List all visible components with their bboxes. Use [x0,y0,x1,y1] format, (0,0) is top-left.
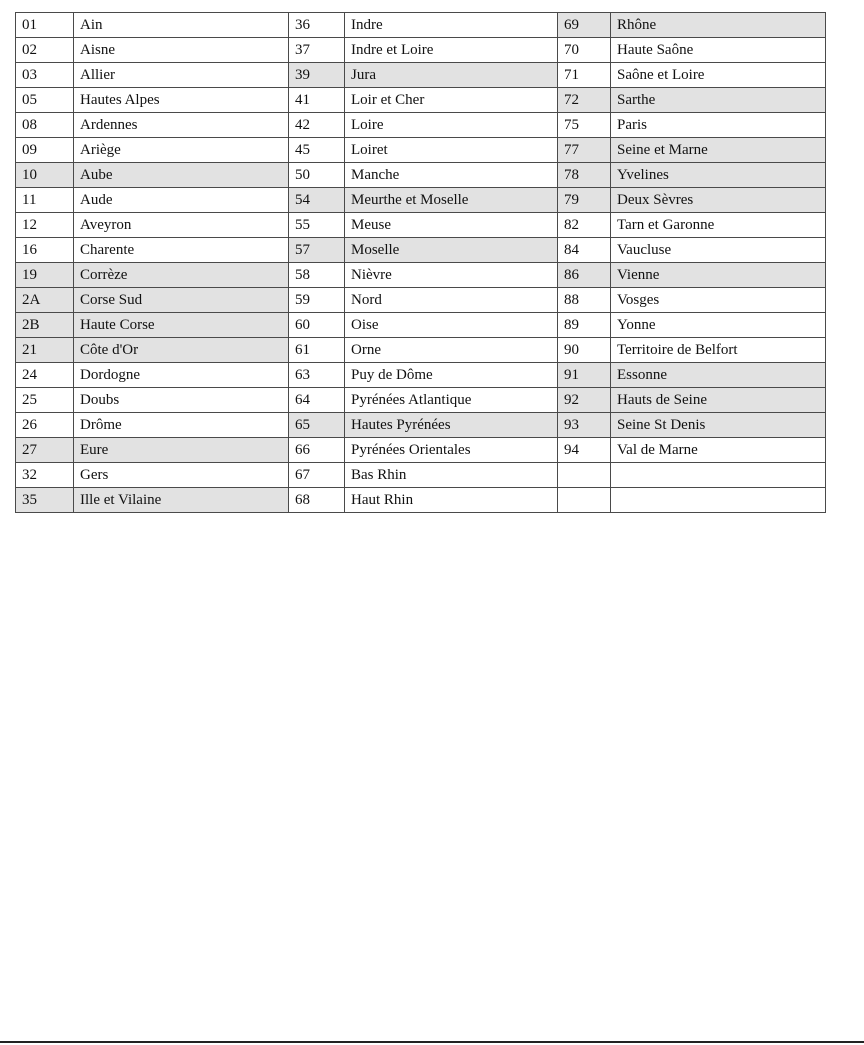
department-name-cell: Deux Sèvres [611,188,826,213]
department-code-cell: 54 [289,188,345,213]
department-code-cell: 65 [289,413,345,438]
department-name-cell: Loire [345,113,558,138]
department-name-cell: Hauts de Seine [611,388,826,413]
department-name-cell: Doubs [74,388,289,413]
department-name-cell: Hautes Alpes [74,88,289,113]
department-code-cell: 39 [289,63,345,88]
department-name-cell: Loir et Cher [345,88,558,113]
department-code-cell: 41 [289,88,345,113]
department-code-cell: 79 [558,188,611,213]
table-row [16,438,826,463]
department-code-cell: 42 [289,113,345,138]
department-code-cell: 93 [558,413,611,438]
table-row [16,38,826,63]
department-name-cell: Tarn et Garonne [611,213,826,238]
department-code-cell: 88 [558,288,611,313]
department-code-cell: 02 [16,38,74,63]
department-name-cell: Pyrénées Atlantique [345,388,558,413]
department-name-cell: Oise [345,313,558,338]
department-code-cell: 10 [16,163,74,188]
department-code-cell: 16 [16,238,74,263]
department-name-cell: Territoire de Belfort [611,338,826,363]
department-code-cell: 61 [289,338,345,363]
page-bottom-rule [0,1041,864,1043]
table-row [16,363,826,388]
department-name-cell: Essonne [611,363,826,388]
department-code-cell: 55 [289,213,345,238]
table-row [16,138,826,163]
department-name-cell: Manche [345,163,558,188]
department-code-cell: 21 [16,338,74,363]
department-name-cell: Indre [345,13,558,38]
department-code-cell: 24 [16,363,74,388]
department-code-cell: 91 [558,363,611,388]
department-code-cell: 60 [289,313,345,338]
department-name-cell: Aube [74,163,289,188]
department-name-cell: Charente [74,238,289,263]
table-row [16,263,826,288]
department-code-cell: 25 [16,388,74,413]
department-code-cell: 36 [289,13,345,38]
department-name-cell: Haute Saône [611,38,826,63]
department-code-cell: 77 [558,138,611,163]
department-name-cell: Meurthe et Moselle [345,188,558,213]
department-name-cell: Eure [74,438,289,463]
department-code-cell: 63 [289,363,345,388]
department-code-cell: 92 [558,388,611,413]
department-code-cell [558,463,611,488]
department-code-cell: 86 [558,263,611,288]
department-name-cell: Ariège [74,138,289,163]
department-code-cell: 75 [558,113,611,138]
department-code-cell: 70 [558,38,611,63]
table-row [16,113,826,138]
department-name-cell: Moselle [345,238,558,263]
table-row [16,88,826,113]
department-code-cell: 58 [289,263,345,288]
department-code-cell: 08 [16,113,74,138]
department-name-cell [611,463,826,488]
department-name-cell [611,488,826,513]
department-name-cell: Haut Rhin [345,488,558,513]
department-name-cell: Ain [74,13,289,38]
table-row [16,13,826,38]
department-code-cell: 72 [558,88,611,113]
table-row [16,63,826,88]
department-table [15,12,826,513]
department-name-cell: Aisne [74,38,289,63]
department-code-cell: 67 [289,463,345,488]
department-name-cell: Yonne [611,313,826,338]
table-row [16,163,826,188]
department-code-cell: 57 [289,238,345,263]
department-name-cell: Seine St Denis [611,413,826,438]
department-name-cell: Côte d'Or [74,338,289,363]
department-name-cell: Allier [74,63,289,88]
department-code-cell: 71 [558,63,611,88]
department-name-cell: Vosges [611,288,826,313]
department-code-cell: 94 [558,438,611,463]
department-name-cell: Meuse [345,213,558,238]
department-name-cell: Orne [345,338,558,363]
table-row [16,213,826,238]
department-name-cell: Loiret [345,138,558,163]
department-name-cell: Corrèze [74,263,289,288]
department-code-cell: 2A [16,288,74,313]
department-name-cell: Indre et Loire [345,38,558,63]
department-table-body [16,13,826,513]
department-code-cell: 64 [289,388,345,413]
department-code-cell: 37 [289,38,345,63]
department-name-cell: Yvelines [611,163,826,188]
table-row [16,338,826,363]
department-name-cell: Paris [611,113,826,138]
table-row [16,313,826,338]
department-name-cell: Val de Marne [611,438,826,463]
department-code-cell: 01 [16,13,74,38]
department-name-cell: Vienne [611,263,826,288]
department-code-cell: 09 [16,138,74,163]
department-code-cell: 27 [16,438,74,463]
department-name-cell: Haute Corse [74,313,289,338]
department-code-cell [558,488,611,513]
department-name-cell: Jura [345,63,558,88]
table-row [16,288,826,313]
department-name-cell: Dordogne [74,363,289,388]
department-code-cell: 66 [289,438,345,463]
department-name-cell: Pyrénées Orientales [345,438,558,463]
department-code-cell: 50 [289,163,345,188]
department-code-cell: 90 [558,338,611,363]
department-code-cell: 32 [16,463,74,488]
table-row [16,488,826,513]
department-code-cell: 26 [16,413,74,438]
department-code-cell: 68 [289,488,345,513]
department-name-cell: Nièvre [345,263,558,288]
department-code-cell: 35 [16,488,74,513]
department-name-cell: Bas Rhin [345,463,558,488]
department-code-cell: 69 [558,13,611,38]
table-row [16,238,826,263]
department-name-cell: Rhône [611,13,826,38]
department-name-cell: Saône et Loire [611,63,826,88]
department-code-cell: 12 [16,213,74,238]
department-name-cell: Vaucluse [611,238,826,263]
department-name-cell: Gers [74,463,289,488]
department-name-cell: Puy de Dôme [345,363,558,388]
department-name-cell: Hautes Pyrénées [345,413,558,438]
department-code-cell: 03 [16,63,74,88]
department-code-cell: 82 [558,213,611,238]
department-name-cell: Ille et Vilaine [74,488,289,513]
table-row [16,463,826,488]
table-row [16,188,826,213]
department-code-cell: 19 [16,263,74,288]
department-name-cell: Nord [345,288,558,313]
department-code-cell: 2B [16,313,74,338]
department-code-cell: 05 [16,88,74,113]
department-code-cell: 89 [558,313,611,338]
department-code-cell: 59 [289,288,345,313]
department-code-cell: 45 [289,138,345,163]
department-code-cell: 11 [16,188,74,213]
department-name-cell: Sarthe [611,88,826,113]
department-name-cell: Aveyron [74,213,289,238]
department-name-cell: Ardennes [74,113,289,138]
table-row [16,413,826,438]
department-name-cell: Aude [74,188,289,213]
table-row [16,388,826,413]
department-code-cell: 84 [558,238,611,263]
department-name-cell: Seine et Marne [611,138,826,163]
department-name-cell: Corse Sud [74,288,289,313]
department-name-cell: Drôme [74,413,289,438]
department-code-cell: 78 [558,163,611,188]
